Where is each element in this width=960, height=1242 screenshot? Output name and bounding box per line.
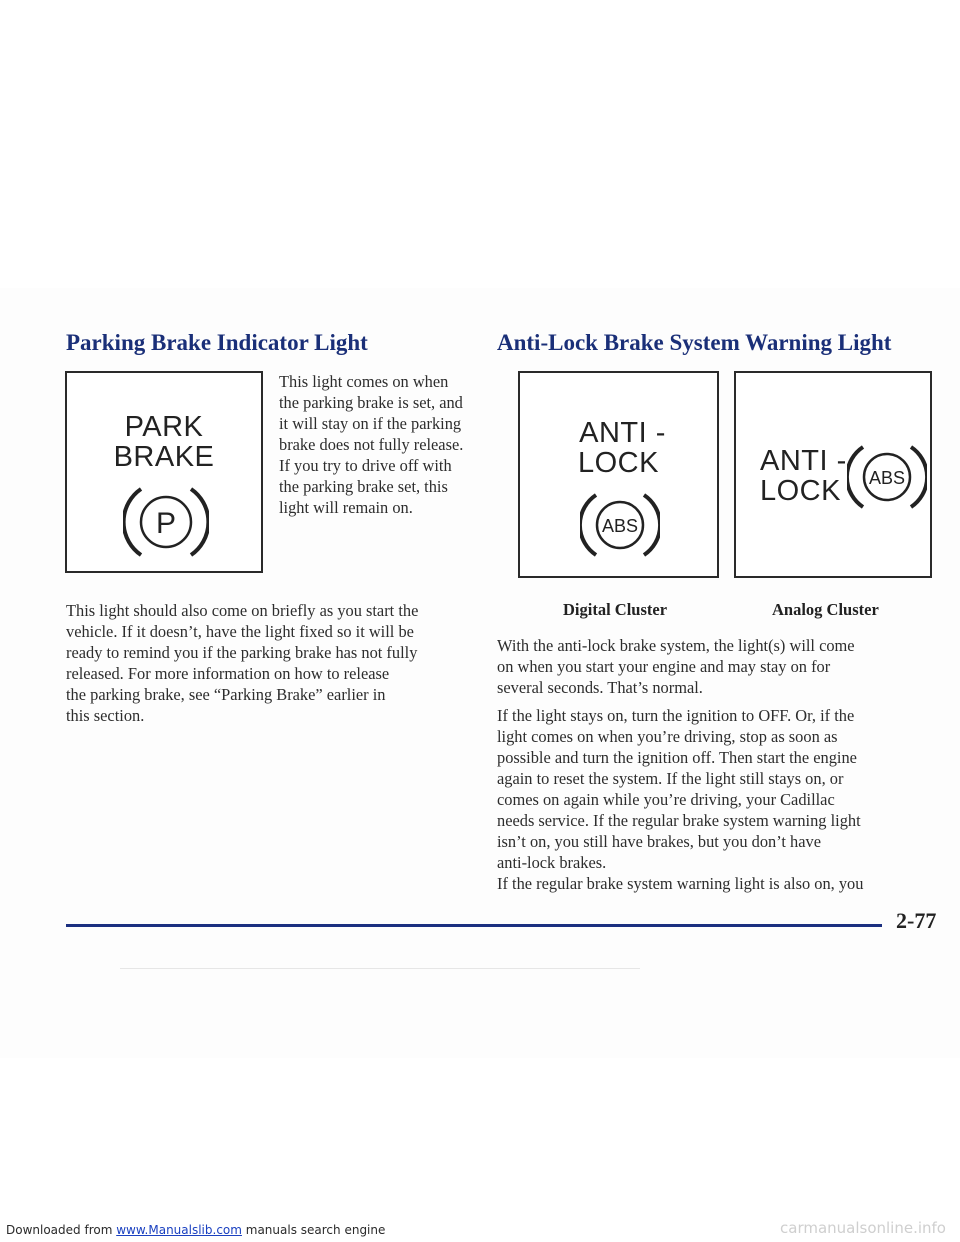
footer-suffix: manuals search engine [241,1223,386,1237]
text-line: several seconds. That’s normal. [497,678,703,697]
scan-line [120,968,640,969]
text-line: released. For more information on how to release [66,664,390,683]
abs-digital-indicator-box [518,371,719,578]
text-line: isn’t on, you still have brakes, but you don’t have [497,832,821,851]
text-line: the parking brake set, this [279,477,448,496]
text-line: light comes on when you’re driving, stop as soon as [497,727,838,746]
text-line: anti-lock brakes. [497,853,607,872]
footer-prefix: Downloaded from [6,1223,117,1237]
anti-label: ANTI - [579,417,666,449]
abs-symbol-text: ABS [601,516,639,536]
abs-warning-heading: Anti-Lock Brake System Warning Light [497,330,892,355]
text-line: needs service. If the regular brake system warning light [497,811,861,830]
anti-label: ANTI - [760,445,847,477]
lock-label: LOCK [578,447,659,479]
text-line: If you try to drive off with [279,456,452,475]
watermark: carmanualsonline.info [780,1219,946,1237]
text-line: again to reset the system. If the light still stays on, or [497,769,844,788]
text-line: brake does not fully release. [279,435,464,454]
p-symbol-text: P [155,507,177,540]
text-line: it will stay on if the parking [279,414,462,433]
download-footer [6,1223,385,1237]
text-line: the parking brake is set, and [279,393,463,412]
text-line: This light comes on when [279,372,449,391]
abs-analog-indicator-box [734,371,932,578]
lock-label: LOCK [760,475,841,507]
text-line: on when you start your engine and may stay on for [497,657,831,676]
text-line: With the anti-lock brake system, the light(s) will come [497,636,855,655]
text-line: If the regular brake system warning light is also on, you [497,874,864,893]
manualslib-link[interactable]: www.Manualslib.com [116,1223,242,1237]
text-line: This light should also come on briefly as you start the [66,601,419,620]
footer-rule [66,924,882,927]
text-line: the parking brake, see “Parking Brake” earlier in [66,685,386,704]
parking-brake-body-text [66,600,418,726]
text-line: vehicle. If it doesn’t, have the light fixed so it will be [66,622,414,641]
text-line: possible and turn the ignition off. Then start the engine [497,748,857,767]
analog-cluster-caption: Analog Cluster [772,600,879,619]
parking-brake-heading: Parking Brake Indicator Light [66,330,368,355]
abs-paragraph-1 [497,635,855,698]
abs-icon [847,441,927,513]
abs-symbol-text: ABS [868,468,906,488]
text-line: light will remain on. [279,498,413,517]
text-line: comes on again while you’re driving, your Cadillac [497,790,835,809]
park-brake-indicator-box [65,371,263,573]
parking-brake-p-icon [123,483,209,561]
text-line: ready to remind you if the parking brake has not fully [66,643,418,662]
text-line: this section. [66,706,145,725]
park-label: PARK [124,411,204,443]
abs-paragraph-2 [497,705,863,894]
digital-cluster-caption: Digital Cluster [563,600,668,619]
brake-label: BRAKE [113,441,215,473]
parking-brake-side-text [279,371,463,518]
page-number: 2-77 [896,908,937,933]
abs-icon [580,489,660,561]
text-line: If the light stays on, turn the ignition to OFF. Or, if the [497,706,855,725]
